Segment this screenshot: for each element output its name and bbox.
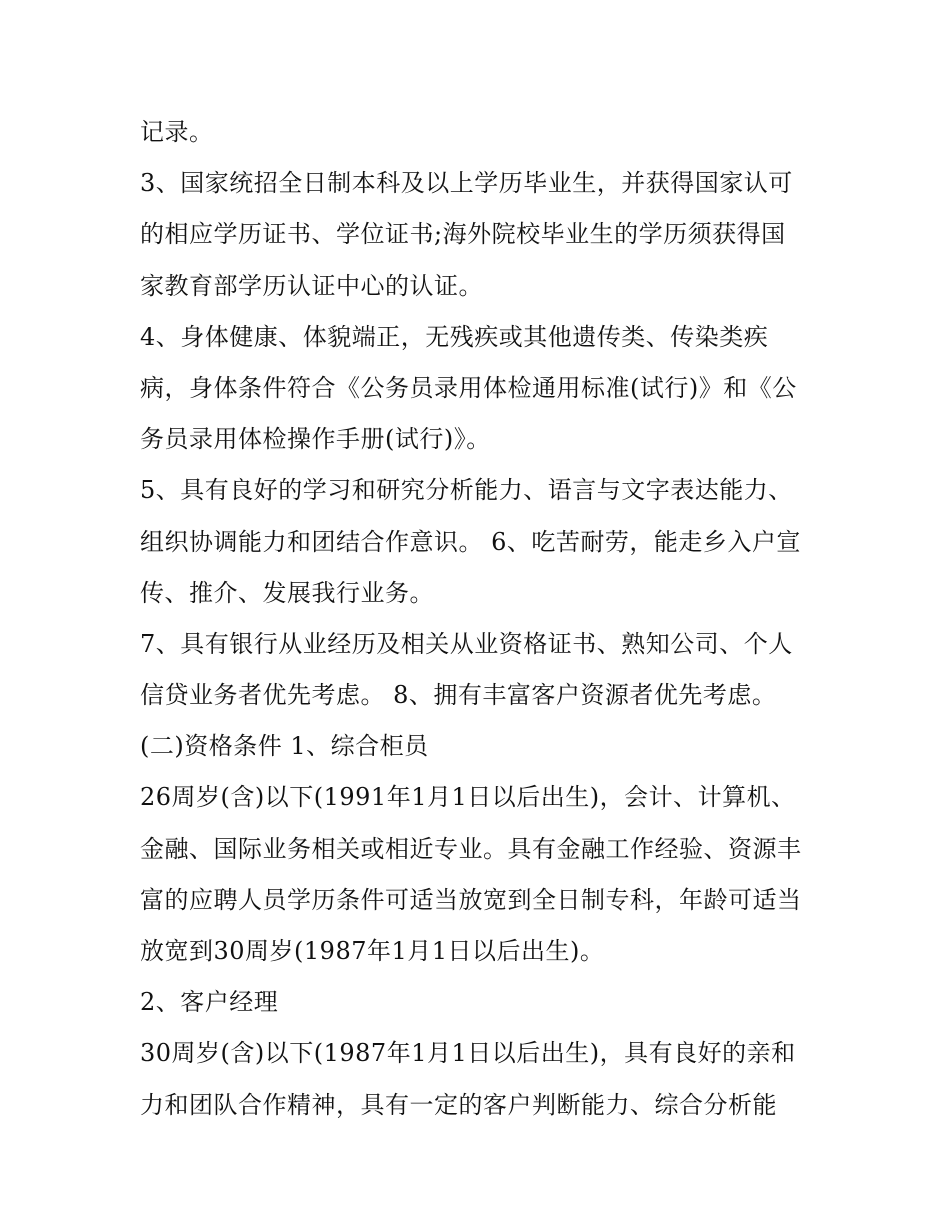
document-body	[140, 107, 830, 1131]
text-line: 5、具有良好的学习和研究分析能力、语言与文字表达能力、	[140, 476, 793, 505]
text-line: 记录。	[140, 118, 214, 146]
text-line: 3、国家统招全日制本科及以上学历毕业生，并获得国家认可	[140, 169, 793, 198]
text-line: 信贷业务者优先考虑。 8、拥有丰富客户资源者优先考虑。	[140, 681, 777, 710]
text-line: (二)资格条件 1、综合柜员	[140, 732, 429, 761]
text-line: 传、推介、发展我行业务。	[140, 578, 434, 607]
text-line: 家教育部学历认证中心的认证。	[140, 271, 483, 300]
text-line: 7、具有银行从业经历及相关从业资格证书、熟知公司、个人	[140, 629, 793, 658]
text-line: 金融、国际业务相关或相近专业。具有金融工作经验、资源丰	[140, 834, 802, 863]
text-line: 病，身体条件符合《公务员录用体检通用标准(试行)》和《公	[140, 373, 797, 402]
text-line: 组织协调能力和团结合作意识。 6、吃苦耐劳，能走乡入户宣	[140, 527, 801, 556]
text-line: 富的应聘人员学历条件可适当放宽到全日制专科，年龄可适当	[140, 885, 802, 914]
text-line: 放宽到30周岁(1987年1月1日以后出生)。	[140, 937, 605, 965]
text-line: 30周岁(含)以下(1987年1月1日以后出生)，具有良好的亲和	[140, 1039, 796, 1068]
text-line: 26周岁(含)以下(1991年1月1日以后出生)，会计、计算机、	[140, 783, 796, 812]
text-line: 务员录用体检操作手册(试行)》。	[140, 425, 491, 454]
text-line: 力和团队合作精神，具有一定的客户判断能力、综合分析能	[140, 1090, 777, 1119]
text-line: 的相应学历证书、学位证书;海外院校毕业生的学历须获得国	[140, 220, 786, 249]
text-line: 4、身体健康、体貌端正，无残疾或其他遗传类、传染类疾	[140, 322, 769, 351]
text-line: 2、客户经理	[140, 988, 279, 1017]
